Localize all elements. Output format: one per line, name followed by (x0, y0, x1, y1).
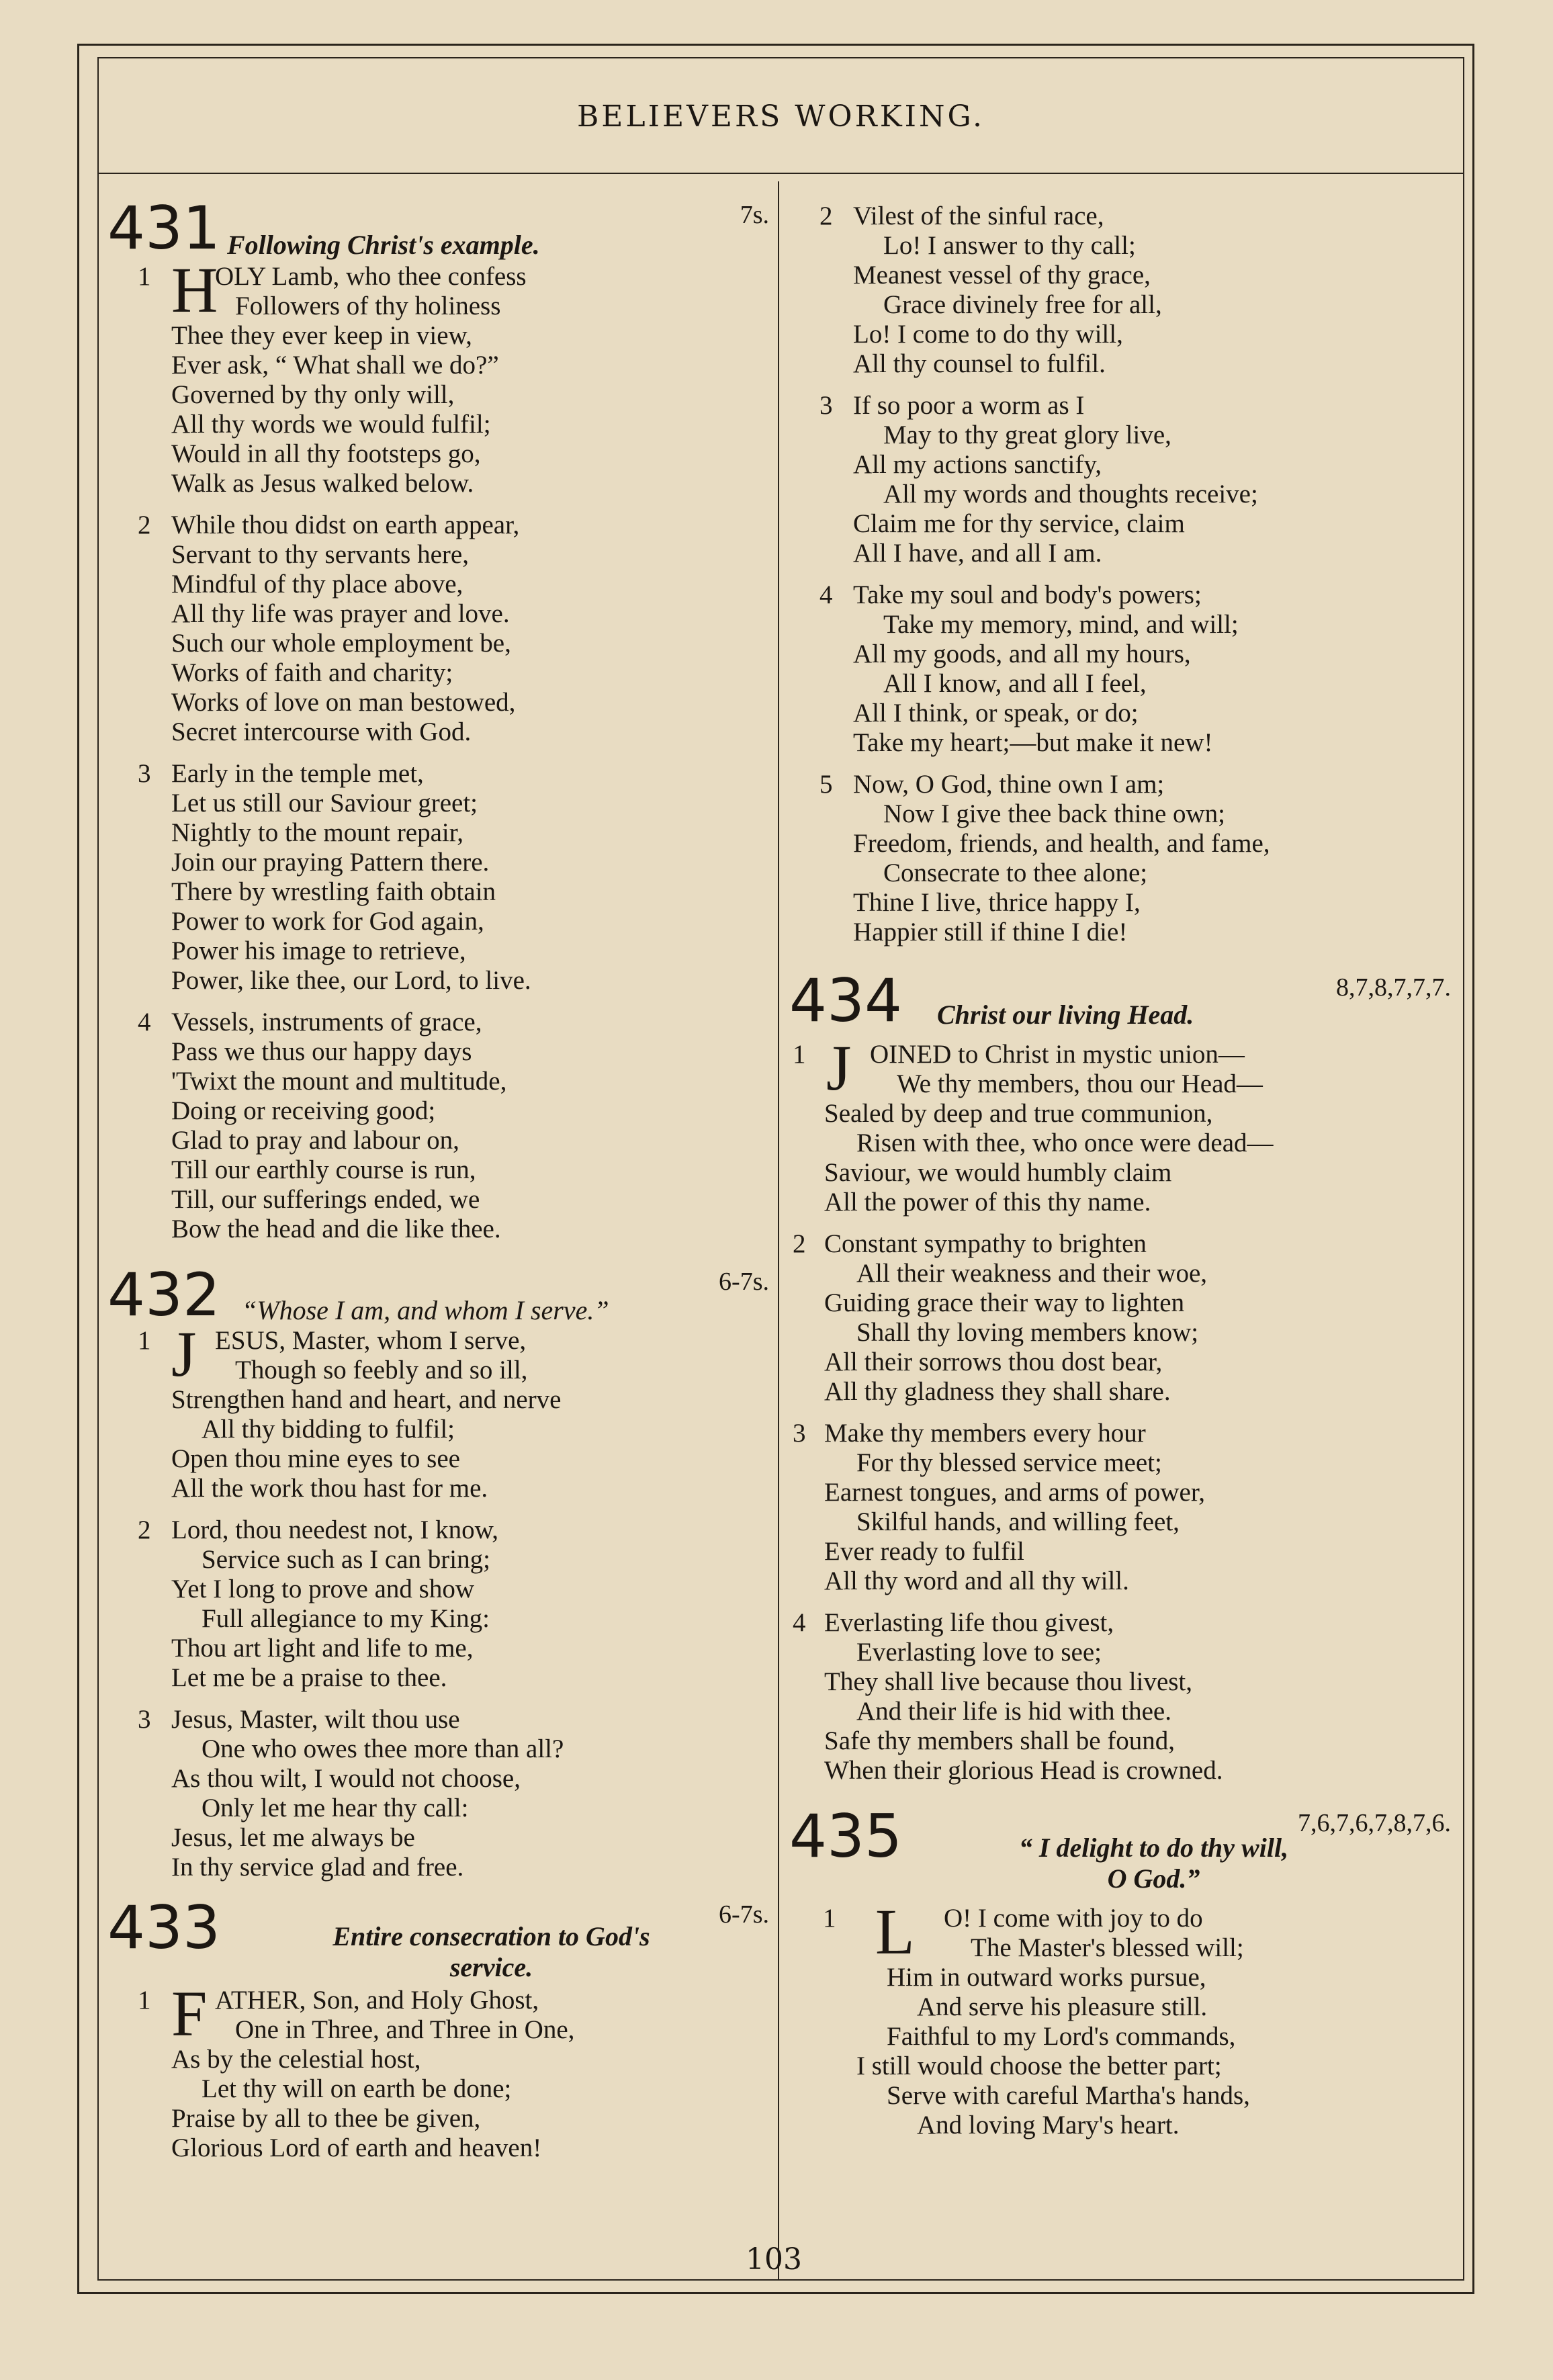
verse-line: The Master's blessed will; (971, 1933, 1244, 1962)
hymn-header (789, 1803, 1451, 1904)
verse-line: Everlasting life thou givest, (824, 1608, 1114, 1637)
verse-line: Pass we thus our happy days (171, 1037, 472, 1066)
verse-number: 3 (138, 759, 151, 788)
verse-line: Sealed by deep and true communion, (824, 1099, 1213, 1128)
verse-line: Serve with careful Martha's hands, (887, 2081, 1250, 2110)
hymn-meter: 7,6,7,6,7,8,7,6. (1298, 1809, 1451, 1837)
verse-line: Doing or receiving good; (171, 1096, 436, 1125)
verse-line: Full allegiance to my King: (202, 1604, 490, 1633)
verse-line: ESUS, Master, whom I serve, (215, 1326, 527, 1355)
verse-number: 4 (793, 1608, 806, 1637)
verse-line: All the power of this thy name. (824, 1188, 1151, 1217)
verse-line: Him in outward works pursue, (887, 1963, 1206, 1992)
verse-line: When their glorious Head is crowned. (824, 1756, 1223, 1785)
hymn-header (107, 1894, 769, 1986)
verse-1 (107, 1978, 769, 2163)
header-rule (97, 173, 1464, 174)
verse-4 (107, 1008, 769, 1244)
verse-line: Only let me hear thy call: (202, 1794, 469, 1822)
verse-line: As thou wilt, I would not choose, (171, 1764, 521, 1793)
verse-line: For thy blessed service meet; (856, 1448, 1162, 1477)
verse-line: Secret intercourse with God. (171, 717, 472, 746)
verse-number: 3 (138, 1705, 151, 1734)
verse-line: Open thou mine eyes to see (171, 1444, 460, 1473)
verse-line: Servant to thy servants here, (171, 540, 469, 569)
verse-1 (107, 1318, 769, 1503)
verse-line: Constant sympathy to brighten (824, 1229, 1147, 1258)
verse-line: Take my memory, mind, and will; (883, 610, 1239, 639)
hymn-433-continued (789, 202, 1451, 947)
hymn-meter: 6-7s. (719, 1268, 769, 1296)
drop-cap: L (875, 1896, 915, 1968)
hymn-431 (107, 195, 769, 1244)
verse-line: And their life is hid with thee. (856, 1697, 1171, 1726)
verse-line: In thy service glad and free. (171, 1853, 464, 1882)
verse-line: Meanest vessel of thy grace, (853, 261, 1151, 290)
verse-line: Vessels, instruments of grace, (171, 1008, 482, 1037)
verse-line: All thy gladness they shall share. (824, 1377, 1171, 1406)
verse-line: All my goods, and all my hours, (853, 640, 1191, 668)
verse-line: Faithful to my Lord's commands, (887, 2022, 1236, 2051)
verse-line: And serve his pleasure still. (917, 1992, 1208, 2021)
verse-line: One who owes thee more than all? (202, 1734, 564, 1763)
verse-number: 4 (819, 580, 833, 609)
hymn-meter: 6-7s. (719, 1900, 769, 1929)
hymn-435 (789, 1803, 1451, 2140)
verse-number: 2 (819, 202, 833, 230)
verse-line: I still would choose the better part; (856, 2052, 1222, 2080)
verse-line: Let me be a praise to thee. (171, 1663, 447, 1692)
verse-line: Vilest of the sinful race, (853, 202, 1104, 230)
verse-line: May to thy great glory live, (883, 421, 1171, 449)
verse-line: Everlasting love to see; (856, 1638, 1102, 1667)
verse-line: All my words and thoughts receive; (883, 480, 1258, 509)
hymn-number: 432 (107, 1260, 220, 1329)
hymn-title-line: O God.” (1107, 1863, 1200, 1894)
hymn-title-line: service. (449, 1952, 533, 1982)
verse-3 (789, 391, 1451, 568)
verse-3 (789, 1419, 1451, 1596)
verse-line: Now I give thee back thine own; (883, 799, 1226, 828)
verse-3 (107, 1705, 769, 1882)
verse-line: Thou art light and life to me, (171, 1634, 474, 1663)
verse-line: Claim me for thy service, claim (853, 509, 1185, 538)
hymn-title-line: “ I delight to do thy will, (1018, 1833, 1289, 1863)
verse-line: Strengthen hand and heart, and nerve (171, 1385, 562, 1414)
verse-line: Bow the head and die like thee. (171, 1215, 501, 1243)
verse-4 (789, 580, 1451, 758)
hymn-title (937, 1833, 1370, 1894)
hymn-number: 431 (107, 193, 220, 263)
verse-number: 4 (138, 1008, 151, 1037)
verse-line: Glad to pray and labour on, (171, 1126, 459, 1155)
verse-number: 3 (793, 1419, 806, 1448)
verse-line: Service such as I can bring; (202, 1545, 490, 1574)
verse-5 (789, 770, 1451, 947)
verse-line: Join our praying Pattern there. (171, 848, 490, 877)
verse-line: All I think, or speak, or do; (853, 699, 1139, 728)
verse-line: All the work thou hast for me. (171, 1474, 488, 1503)
verse-line: OINED to Christ in mystic union— (870, 1040, 1245, 1069)
hymn-432 (107, 1262, 769, 1882)
verse-line: All their weakness and their woe, (856, 1259, 1208, 1288)
verse-number: 2 (138, 511, 151, 539)
verse-line: Till, our sufferings ended, we (171, 1185, 480, 1214)
verse-2 (789, 1229, 1451, 1407)
verse-1 (789, 1032, 1451, 1217)
drop-cap: J (171, 1318, 197, 1390)
verse-line: Now, O God, thine own I am; (853, 770, 1165, 799)
verse-line: While thou didst on earth appear, (171, 511, 520, 539)
verse-line: Take my soul and body's powers; (853, 580, 1202, 609)
verse-line: OLY Lamb, who thee confess (215, 262, 527, 291)
verse-number: 1 (138, 1986, 151, 2015)
verse-line: Safe thy members shall be found, (824, 1726, 1175, 1755)
hymn-number: 435 (789, 1802, 902, 1871)
page-title: BELIEVERS WORKING. (576, 99, 985, 134)
verse-line: Saviour, we would humbly claim (824, 1158, 1172, 1187)
verse-number: 5 (819, 770, 833, 799)
verse-line: Jesus, let me always be (171, 1823, 415, 1852)
verse-number: 1 (138, 262, 151, 291)
verse-line: Earnest tongues, and arms of power, (824, 1478, 1206, 1507)
verse-3 (107, 759, 769, 996)
verse-line: All thy word and all thy will. (824, 1567, 1129, 1595)
verse-line: Early in the temple met, (171, 759, 424, 788)
verse-line: Shall thy loving members know; (856, 1318, 1199, 1347)
verse-line: Consecrate to thee alone; (883, 858, 1148, 887)
verse-line: Thee they ever keep in view, (171, 321, 472, 350)
verse-2 (107, 1515, 769, 1693)
verse-line: Ever ask, “ What shall we do?” (171, 351, 499, 380)
hymn-title: “Whose I am, and whom I serve.” (242, 1295, 609, 1325)
verse-line: Mindful of thy place above, (171, 570, 463, 599)
verse-number: 1 (823, 1904, 836, 1933)
verse-number: 3 (819, 391, 833, 420)
verse-line: Jesus, Master, wilt thou use (171, 1705, 460, 1734)
verse-line: Power to work for God again, (171, 907, 484, 936)
drop-cap: H (171, 254, 218, 326)
verse-line: Praise by all to thee be given, (171, 2104, 481, 2133)
verse-line: Let us still our Saviour greet; (171, 789, 478, 818)
verse-line: All thy words we would fulfil; (171, 410, 491, 439)
verse-line: Yet I long to prove and show (171, 1575, 475, 1603)
verse-line: They shall live because thou livest, (824, 1667, 1193, 1696)
verse-line: Let thy will on earth be done; (202, 2074, 512, 2103)
verse-line: Works of love on man bestowed, (171, 688, 516, 717)
verse-line: Nightly to the mount repair, (171, 818, 463, 847)
right-column (789, 202, 1451, 2152)
verse-line: Works of faith and charity; (171, 658, 453, 687)
verse-2 (789, 202, 1451, 379)
hymn-meter: 8,7,8,7,7,7. (1336, 973, 1451, 1002)
verse-line: Though so feebly and so ill, (235, 1356, 528, 1384)
verse-line: All their sorrows thou dost bear, (824, 1348, 1163, 1376)
verse-line: Guiding grace their way to lighten (824, 1288, 1185, 1317)
verse-line: Governed by thy only will, (171, 380, 455, 409)
verse-line: We thy members, thou our Head— (897, 1069, 1263, 1098)
verse-line: Thine I live, thrice happy I, (853, 888, 1141, 917)
verse-line: All thy counsel to fulfil. (853, 349, 1106, 378)
verse-line: Power, like thee, our Lord, to live. (171, 966, 531, 995)
verse-line: Power his image to retrieve, (171, 936, 466, 965)
hymn-title: Following Christ's example. (227, 230, 540, 260)
verse-line: Such our whole employment be, (171, 629, 511, 658)
verse-line: And loving Mary's heart. (917, 2111, 1180, 2140)
hymn-header (107, 195, 769, 262)
drop-cap: F (171, 1978, 208, 2050)
verse-line: All my actions sanctify, (853, 450, 1102, 479)
hymn-number: 434 (789, 966, 902, 1035)
verse-number: 2 (138, 1515, 151, 1544)
hymn-433 (107, 1894, 769, 2163)
verse-line: ATHER, Son, and Holy Ghost, (215, 1986, 539, 2015)
verse-2 (107, 511, 769, 747)
verse-line: All I know, and all I feel, (883, 669, 1147, 698)
hymn-title: Christ our living Head. (937, 1000, 1194, 1030)
verse-line: Make thy members every hour (824, 1419, 1146, 1448)
verse-number: 2 (793, 1229, 806, 1258)
hymn-header (789, 967, 1451, 1040)
column-divider (778, 181, 779, 2281)
verse-4 (789, 1608, 1451, 1786)
verse-line: Would in all thy footsteps go, (171, 439, 481, 468)
verse-line: If so poor a worm as I (853, 391, 1085, 420)
hymn-meter: 7s. (740, 201, 769, 229)
verse-line: Lo! I answer to thy call; (883, 231, 1136, 260)
verse-number: 1 (793, 1040, 806, 1069)
hymn-434 (789, 967, 1451, 1786)
hymn-title (227, 1921, 756, 1983)
verse-line: Lo! I come to do thy will, (853, 320, 1123, 349)
hymn-title-line: Entire consecration to God's (332, 1921, 650, 1951)
verse-line: Take my heart;—but make it new! (853, 728, 1213, 757)
verse-line: All I have, and all I am. (853, 539, 1102, 568)
verse-line: Happier still if thine I die! (853, 918, 1128, 946)
verse-line: Skilful hands, and willing feet, (856, 1507, 1180, 1536)
verse-line: Ever ready to fulfil (824, 1537, 1024, 1566)
verse-line: Lord, thou needest not, I know, (171, 1515, 499, 1544)
verse-line: One in Three, and Three in One, (235, 2015, 575, 2044)
verse-line: O! I come with joy to do (944, 1904, 1203, 1933)
verse-line: Followers of thy holiness (235, 292, 501, 320)
verse-line: As by the celestial host, (171, 2045, 421, 2074)
left-column (107, 195, 769, 2175)
verse-line: All thy life was prayer and love. (171, 599, 510, 628)
verse-line: Glorious Lord of earth and heaven! (171, 2133, 542, 2162)
verse-line: Grace divinely free for all, (883, 290, 1162, 319)
verse-line: There by wrestling faith obtain (171, 877, 496, 906)
verse-1 (107, 254, 769, 498)
verse-line: 'Twixt the mount and multitude, (171, 1067, 507, 1096)
verse-number: 1 (138, 1326, 151, 1355)
verse-1 (789, 1896, 1451, 2140)
verse-line: All thy bidding to fulfil; (202, 1415, 455, 1444)
page-number: 103 (746, 2242, 802, 2277)
verse-line: Walk as Jesus walked below. (171, 469, 474, 498)
verse-line: Risen with thee, who once were dead— (856, 1129, 1274, 1157)
hymn-number: 433 (107, 1893, 220, 1962)
hymn-header (107, 1260, 769, 1329)
verse-line: Freedom, friends, and health, and fame, (853, 829, 1270, 858)
drop-cap: J (826, 1032, 852, 1104)
verse-line: Till our earthly course is run, (171, 1155, 476, 1184)
